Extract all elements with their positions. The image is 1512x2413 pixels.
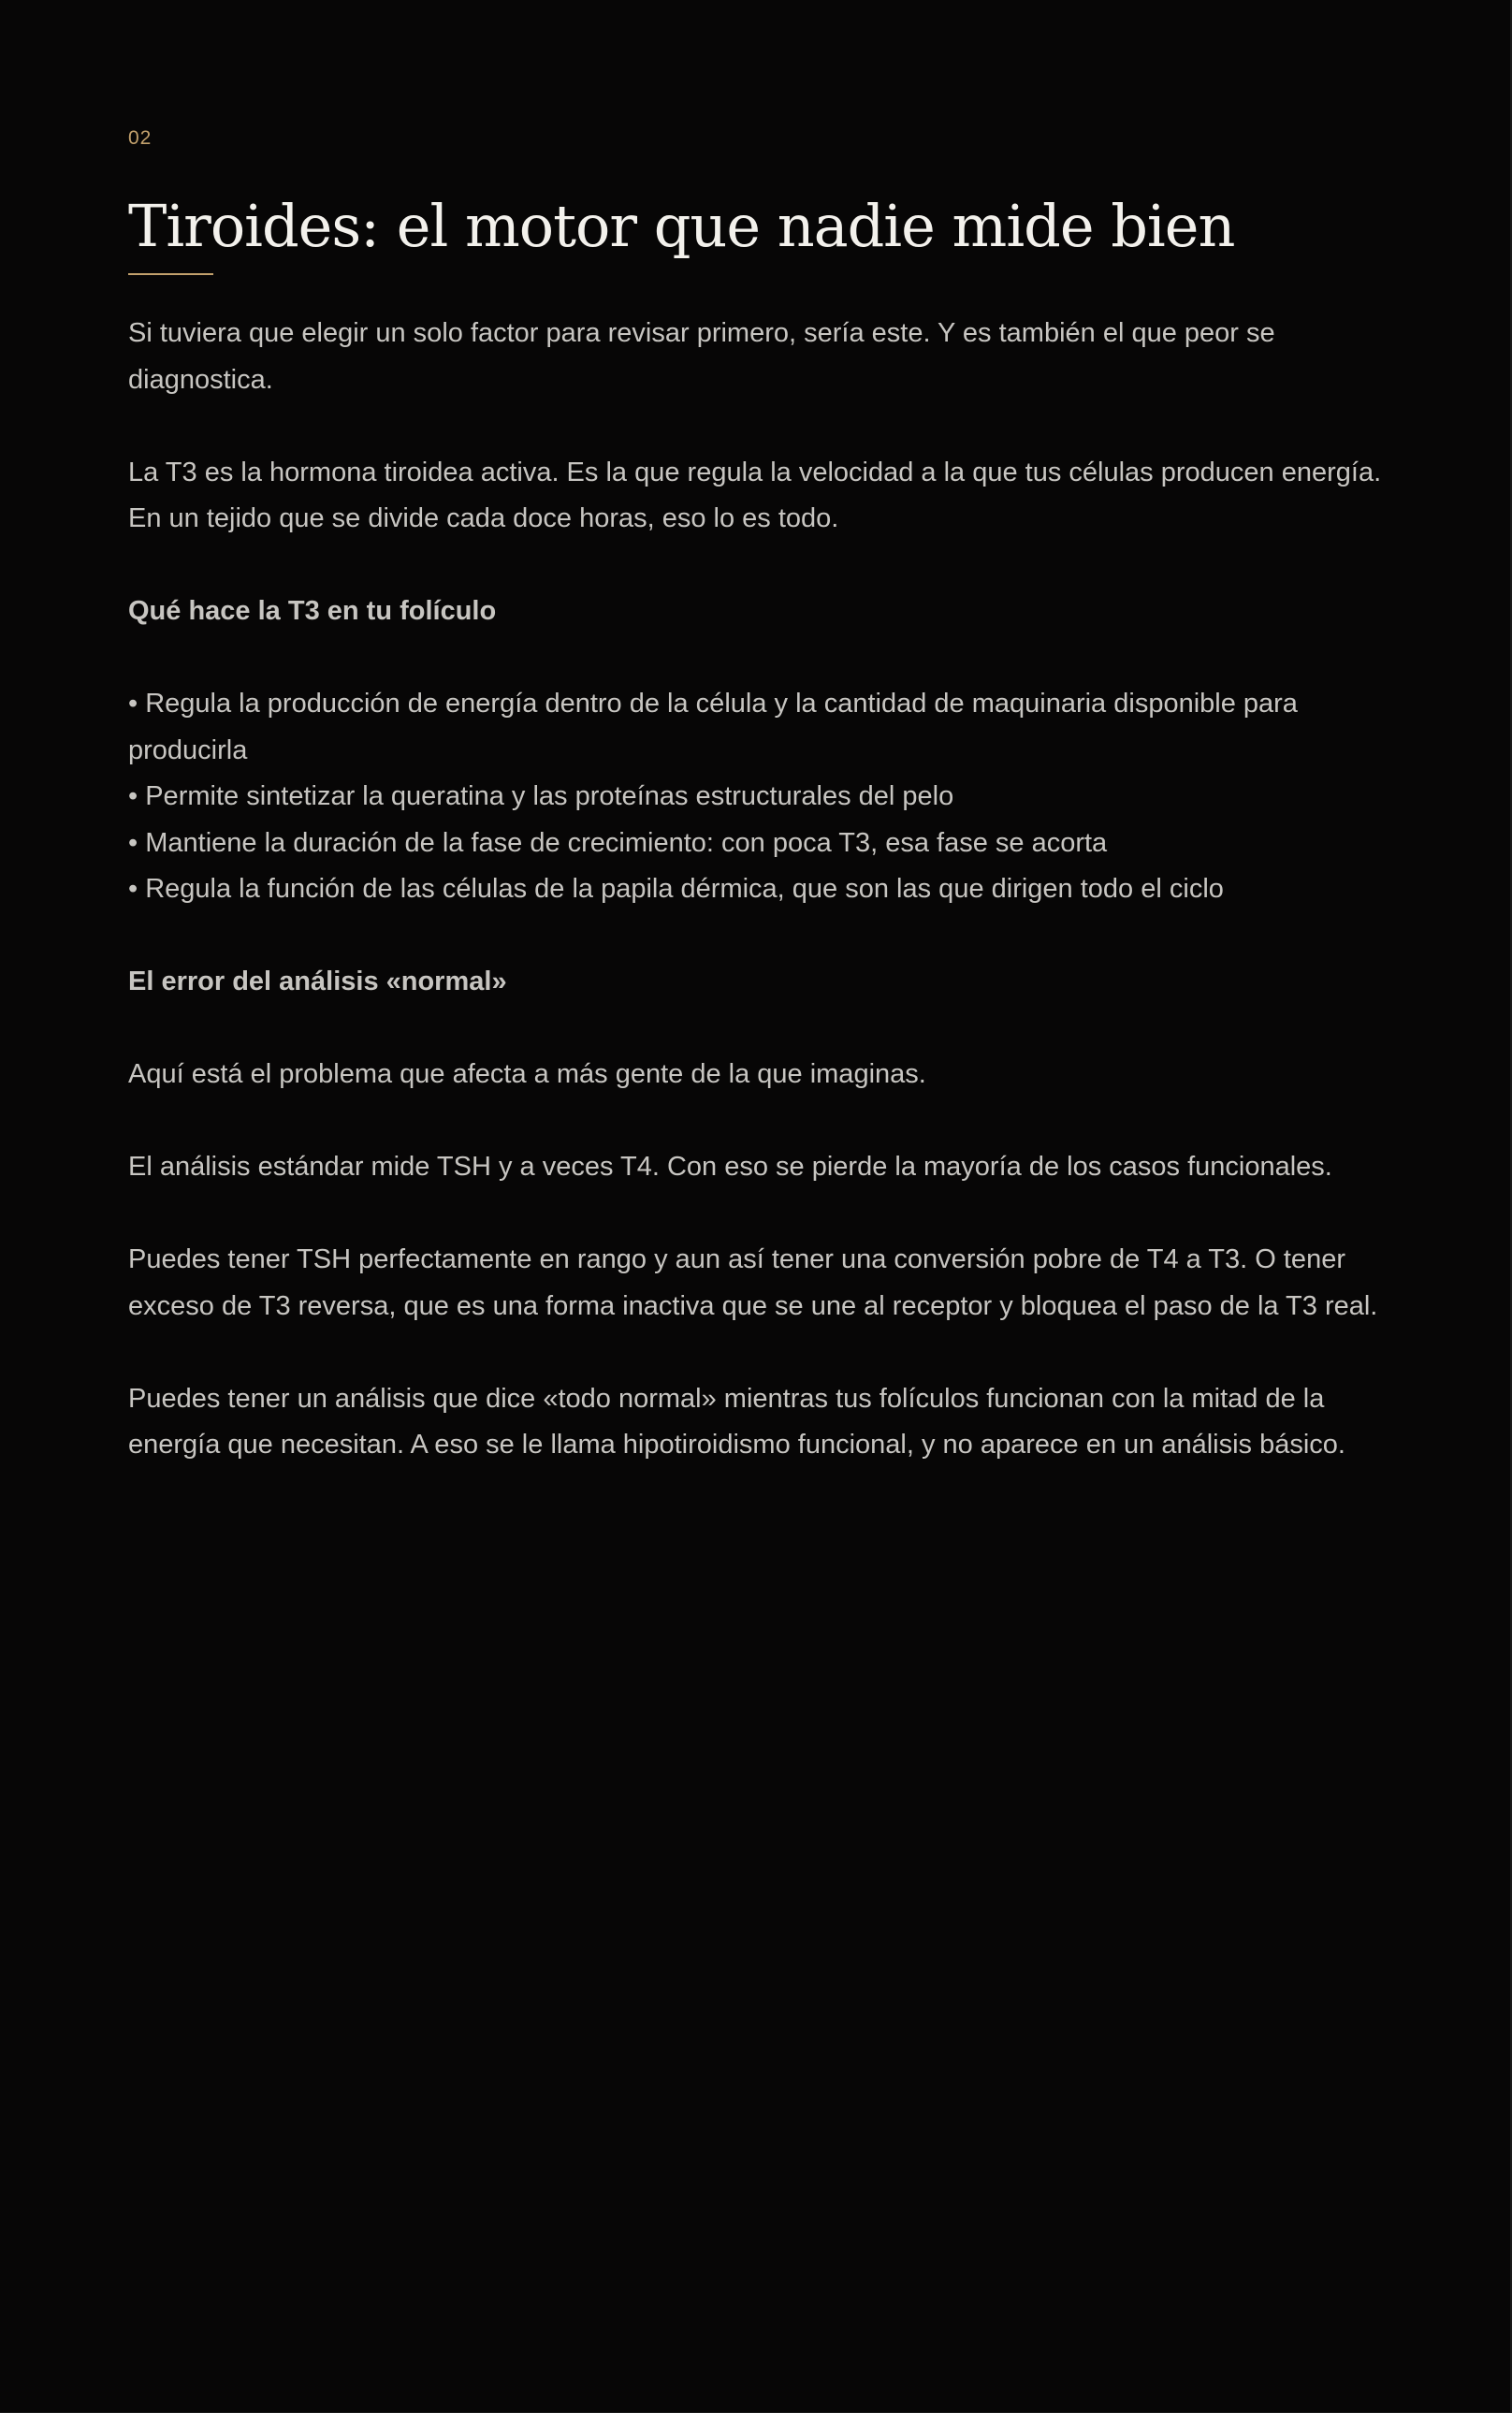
intro-paragraph: Si tuviera que elegir un solo factor para revisar primero, sería este. Y es también el que peor se diagnostica. bbox=[128, 318, 1275, 395]
bullet-icon: • bbox=[128, 689, 138, 719]
bullet-text: Regula la función de las células de la papila dérmica, que son las que dirigen todo el ciclo bbox=[145, 874, 1224, 904]
analysis-paragraph: El análisis estándar mide TSH y a veces T4. Con eso se pierde la mayoría de los casos funcionales. bbox=[128, 1152, 1332, 1182]
bullet-item bbox=[128, 774, 1391, 821]
bullet-item bbox=[128, 821, 1391, 867]
bullet-icon: • bbox=[128, 874, 138, 904]
analysis-paragraph: Puedes tener un análisis que dice «todo normal» mientras tus folículos funcionan con la mitad de la energía que necesitan. A eso se le llama hipotiroidismo funcional, y no aparece en un análisis básico. bbox=[128, 1383, 1345, 1460]
bullet-text: Regula la producción de energía dentro de la célula y la cantidad de maquinaria disponible para producirla bbox=[128, 689, 1298, 765]
section-number: 02 bbox=[128, 127, 153, 149]
analysis-paragraph: Puedes tener TSH perfectamente en rango y aun así tener una conversión pobre de T4 a T3. O tener exceso de T3 reversa, que es una forma inactiva que se une al receptor y bloquea el paso de la T3 real. bbox=[128, 1244, 1378, 1321]
title-underline bbox=[128, 273, 213, 275]
analysis-paragraph: Aquí está el problema que afecta a más gente de la que imaginas. bbox=[128, 1059, 926, 1089]
section-title: Tiroides: el motor que nadie mide bien bbox=[128, 192, 1235, 260]
bullet-icon: • bbox=[128, 781, 138, 811]
bullet-text: Mantiene la duración de la fase de crecimiento: con poca T3, esa fase se acorta bbox=[145, 827, 1108, 858]
follicle-heading: Qué hace la T3 en tu folículo bbox=[128, 596, 497, 626]
bullet-item bbox=[128, 866, 1391, 913]
article-content bbox=[128, 127, 1391, 1469]
bullet-item bbox=[128, 681, 1391, 774]
analysis-heading: El error del análisis «normal» bbox=[128, 967, 507, 996]
bullet-text: Permite sintetizar la queratina y las proteínas estructurales del pelo bbox=[145, 781, 954, 811]
intro-paragraph: La T3 es la hormona tiroidea activa. Es la que regula la velocidad a la que tus células producen energía. En un tejido que se divide cada doce horas, eso lo es todo. bbox=[128, 457, 1382, 533]
follicle-bullet-list bbox=[128, 681, 1391, 913]
bullet-icon: • bbox=[128, 827, 138, 858]
